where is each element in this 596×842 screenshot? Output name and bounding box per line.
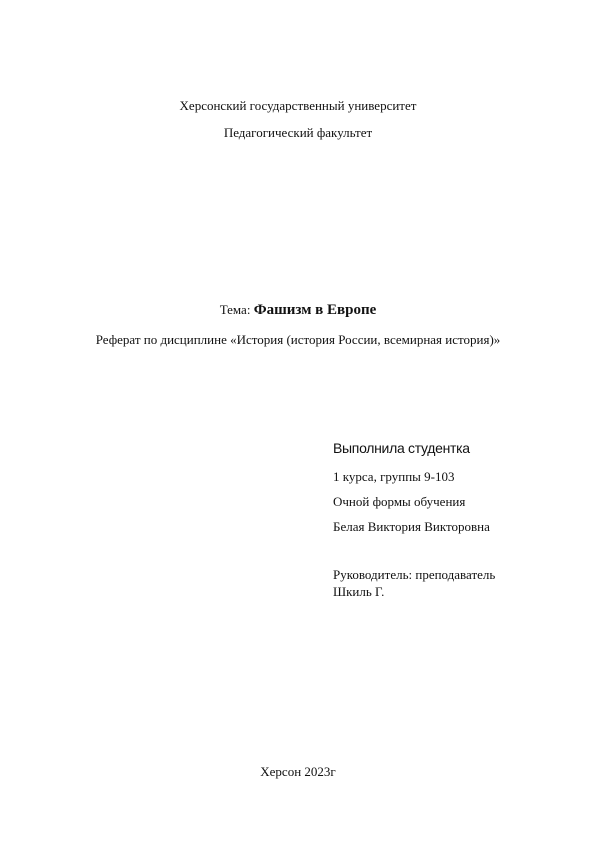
university-name: Херсонский государственный университет (179, 98, 417, 113)
topic-title: Фашизм в Европе (253, 302, 377, 318)
course-group: 1 курса, группы 9-103 (333, 469, 455, 484)
topic-label: Тема: (219, 302, 251, 317)
supervisor-name: Шкиль Г. (333, 584, 385, 599)
supervisor-role: Руководитель: преподаватель (333, 567, 496, 582)
topic-line (0, 303, 596, 318)
student-name: Белая Виктория Викторовна (333, 519, 490, 534)
study-form: Очной формы обучения (333, 494, 466, 509)
discipline-line: Реферат по дисциплине «История (история России, всемирная история)» (95, 332, 501, 347)
city-year-footer: Херсон 2023г (260, 764, 336, 779)
faculty-name: Педагогический факультет (223, 125, 373, 140)
performed-by: Выполнила студентка (333, 440, 470, 456)
